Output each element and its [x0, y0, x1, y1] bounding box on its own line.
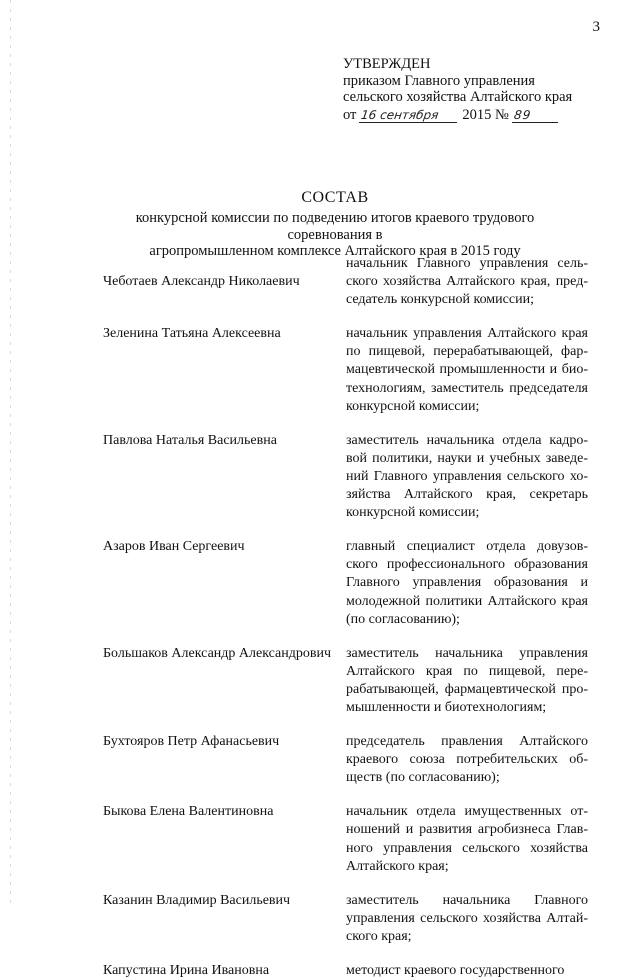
commission-member-role-line: по пищевой, перерабатывающей, фар-: [346, 344, 588, 360]
commission-member-name: Большаков Александр Александрович: [103, 645, 332, 661]
commission-member-name: Чеботаев Александр Николаевич: [103, 274, 300, 289]
commission-member-role-line: вой политики, науки и учебных заведе-: [346, 450, 588, 466]
commission-member-role-line: технологиям, заместитель председателя: [346, 380, 588, 396]
document-title-block: [100, 188, 570, 260]
document-subtitle-line-1: конкурсной комиссии по подведению итогов краевого трудового соревнования в: [135, 210, 535, 243]
commission-member-role-line: мацевтической промышленности и био-: [346, 362, 588, 378]
commission-member-role-line: начальник Главного управления сель-: [346, 256, 588, 271]
commission-member: [103, 255, 593, 309]
commission-member-role-line: краевого союза потребительских об-: [346, 752, 588, 768]
approval-date-line: [343, 107, 593, 124]
commission-member: [103, 962, 593, 980]
commission-member-role-line: конкурсной комиссии;: [346, 398, 480, 414]
approval-date-prefix: от: [343, 106, 357, 123]
commission-member: [103, 538, 593, 628]
handwritten-date: 16 сентября: [359, 108, 459, 123]
document-title: СОСТАВ: [301, 189, 369, 206]
commission-member-name: Азаров Иван Сергеевич: [103, 539, 245, 555]
commission-member-name: Зеленина Татьяна Алексеевна: [103, 326, 281, 342]
commission-members-list: [103, 255, 593, 980]
commission-member-role-line: начальник отдела имущественных от-: [346, 804, 588, 820]
commission-member-role-line: ского хозяйства Алтайского края, пред-: [346, 274, 588, 290]
commission-member-role-line: ского края;: [346, 928, 412, 944]
commission-member-role: [346, 962, 588, 980]
commission-member-role-line: седатель конкурсной комиссии;: [346, 292, 534, 308]
commission-member-role-line: председатель правления Алтайского: [346, 734, 588, 750]
commission-member-role-line: управления сельского хозяйства Алтай-: [346, 910, 588, 926]
handwritten-order-number: 89: [512, 108, 560, 123]
commission-member-role-line: методист краевого государственного: [346, 963, 565, 978]
commission-member-role-line: молодежной политики Алтайского края: [346, 593, 588, 609]
commission-member-role: [346, 538, 588, 628]
page-edge-marks: [10, 0, 11, 905]
commission-member-role-line: рабатывающей, фармацевтической про-: [346, 681, 588, 697]
commission-member-name: Быкова Елена Валентиновна: [103, 804, 274, 820]
commission-member: [103, 432, 593, 522]
commission-member-role-line: ношений и развития агробизнеса Глав-: [346, 822, 588, 838]
commission-member-role-line: Главного управления образования и: [346, 575, 588, 591]
commission-member-role-line: ний Главного управления сельского хо-: [346, 468, 588, 484]
commission-member-role-line: ного управления сельского хозяйства: [346, 840, 588, 856]
commission-member-role-line: заместитель начальника управления: [346, 645, 588, 661]
commission-member-role: [346, 733, 588, 787]
commission-member-role: [346, 645, 588, 717]
commission-member: [103, 325, 593, 415]
commission-member-role-line: заместитель начальника отдела кадро-: [346, 432, 588, 448]
page-number: 3: [592, 19, 600, 35]
commission-member: [103, 645, 593, 717]
commission-member-role-line: начальник управления Алтайского края: [346, 326, 588, 342]
approval-title: УТВЕРЖДЕН: [343, 56, 431, 72]
document-subtitle-line-2: агропромышленном комплексе Алтайского края в 2015 году: [149, 243, 521, 260]
commission-member-role-line: Алтайского края;: [346, 858, 449, 874]
approval-year-number-label: 2015 №: [462, 106, 509, 123]
commission-member-role-line: заместитель начальника Главного: [346, 892, 588, 908]
commission-member-name: Казанин Владимир Васильевич: [103, 892, 291, 908]
commission-member-role-line: зяйства Алтайского края, секретарь: [346, 487, 588, 503]
commission-member-role: [346, 432, 588, 522]
commission-member: [103, 892, 593, 946]
approval-stamp: [343, 56, 593, 123]
commission-member-role-line: ществ (по согласованию);: [346, 770, 500, 786]
commission-member-role-line: Алтайского края по пищевой, пере-: [346, 663, 588, 679]
commission-member-role-line: конкурсной комиссии;: [346, 505, 480, 521]
document-subtitle: [100, 210, 570, 260]
commission-member: [103, 803, 593, 875]
commission-member-role-line: главный специалист отдела довузов-: [346, 539, 588, 555]
commission-member-name: Бухтояров Петр Афанасьевич: [103, 734, 280, 750]
commission-member-role: [346, 803, 588, 875]
commission-member-role: [346, 255, 588, 309]
commission-member-role-line: ского профессионального образования: [346, 557, 588, 573]
commission-member-name: Капустина Ирина Ивановна: [103, 963, 270, 978]
commission-member-role-line: мышленности и биотехнологиям;: [346, 699, 547, 715]
commission-member: [103, 733, 593, 787]
approval-line-2: сельского хозяйства Алтайского края: [343, 89, 573, 105]
commission-member-role: [346, 892, 588, 946]
commission-member-role-line: (по согласованию);: [346, 611, 460, 627]
commission-member-role: [346, 325, 588, 415]
commission-member-name: Павлова Наталья Васильевна: [103, 432, 277, 448]
approval-line-1: приказом Главного управления: [343, 72, 535, 89]
